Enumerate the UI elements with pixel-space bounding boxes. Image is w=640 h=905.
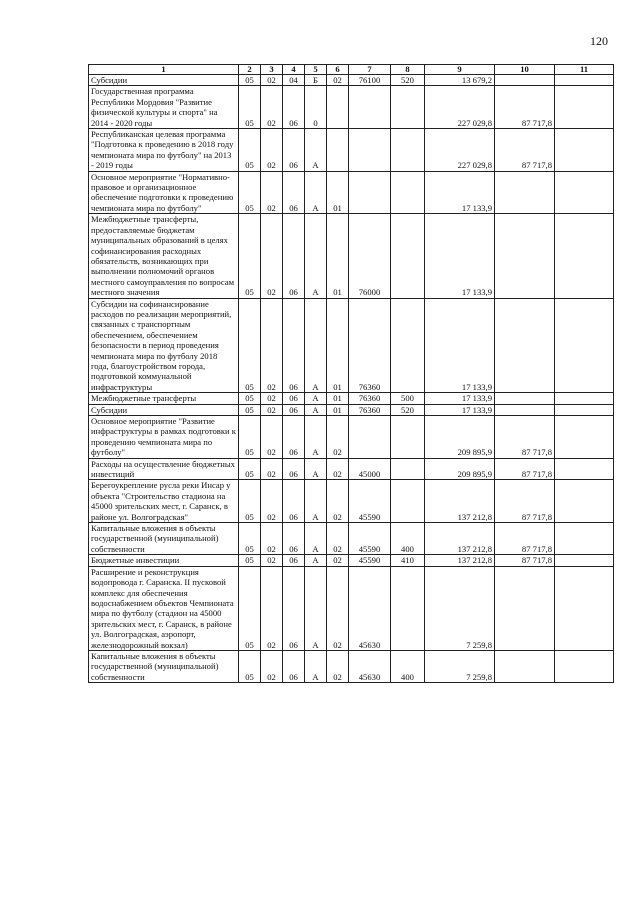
cell-c2: 05 [239,129,261,172]
cell-c4: 06 [283,214,305,298]
cell-c4: 06 [283,566,305,650]
cell-c2: 05 [239,416,261,459]
cell-c3: 02 [261,404,283,415]
cell-c5: 0 [305,86,327,129]
cell-c8: 520 [391,404,425,415]
row-name-cell: Межбюджетные трансферты [89,393,239,404]
cell-c10: 87 717,8 [495,86,555,129]
cell-c2: 05 [239,555,261,566]
row-name-cell: Республиканская целевая программа "Подготовка к проведению в 2018 году чемпионата мира по футболу" на 2013 - 2019 годы [89,129,239,172]
cell-c7: 45000 [349,458,391,480]
cell-c3: 02 [261,458,283,480]
column-header-2: 2 [239,65,261,75]
cell-c9: 227 029,8 [425,129,495,172]
column-header-9: 9 [425,65,495,75]
cell-c8 [391,298,425,393]
cell-c3: 02 [261,480,283,523]
cell-c5: А [305,458,327,480]
cell-c11 [555,129,614,172]
cell-c5: А [305,416,327,459]
cell-c7: 76360 [349,298,391,393]
column-header-11: 11 [555,65,614,75]
table-row [89,171,614,214]
cell-c6: 01 [327,214,349,298]
cell-c2: 05 [239,86,261,129]
column-header-1: 1 [89,65,239,75]
row-name-cell: Субсидии [89,404,239,415]
budget-table [88,64,614,683]
row-name-cell: Расходы на осуществление бюджетных инвестиций [89,458,239,480]
cell-c11 [555,458,614,480]
table-row [89,86,614,129]
cell-c2: 05 [239,298,261,393]
column-header-10: 10 [495,65,555,75]
row-name-cell: Субсидии [89,75,239,86]
cell-c6: 02 [327,555,349,566]
cell-c9: 137 212,8 [425,523,495,555]
cell-c4: 06 [283,86,305,129]
cell-c4: 06 [283,393,305,404]
cell-c11 [555,75,614,86]
cell-c9: 17 133,9 [425,214,495,298]
row-name-cell: Расширение и реконструкция водопровода г. Саранска. II пусковой комплекс для обеспечения водоснабжением объектов Чемпионата мира по футболу (стадион на 45000 зрительских мест, г. Саранск, в районе ул. Волгоградская, аэропорт, железнодорожный вокзал) [89,566,239,650]
cell-c7: 45590 [349,480,391,523]
row-name-cell: Субсидии на софинансирование расходов по реализации мероприятий, связанных с транспортным обеспечением, обеспечением безопасности в период проведения чемпионата мира по футболу 2018 года, благоустройством города, подготовкой коммунальной инфраструктуры [89,298,239,393]
cell-c4: 06 [283,129,305,172]
cell-c8: 410 [391,555,425,566]
cell-c10: 87 717,8 [495,555,555,566]
row-name-cell: Капитальные вложения в объекты государственной (муниципальной) собственности [89,650,239,682]
row-name-cell: Основное мероприятие "Развитие инфраструктуры в рамках подготовки к проведению чемпионата мира по футболу" [89,416,239,459]
row-name-cell: Бюджетные инвестиции [89,555,239,566]
header-row [89,65,614,75]
cell-c5: А [305,129,327,172]
cell-c10: 87 717,8 [495,480,555,523]
cell-c5: А [305,566,327,650]
cell-c4: 06 [283,480,305,523]
cell-c10 [495,650,555,682]
cell-c9: 137 212,8 [425,480,495,523]
row-name-cell: Капитальные вложения в объекты государственной (муниципальной) собственности [89,523,239,555]
column-header-3: 3 [261,65,283,75]
cell-c2: 05 [239,650,261,682]
cell-c9: 209 895,9 [425,416,495,459]
cell-c4: 06 [283,404,305,415]
cell-c3: 02 [261,566,283,650]
table-row [89,404,614,415]
row-name-cell: Государственная программа Республики Мордовия "Развитие физической культуры и спорта" на 2014 - 2020 годы [89,86,239,129]
cell-c9: 227 029,8 [425,86,495,129]
cell-c11 [555,523,614,555]
cell-c8 [391,86,425,129]
cell-c11 [555,416,614,459]
cell-c6: 02 [327,523,349,555]
page-number: 120 [590,34,608,48]
row-name-cell: Межбюджетные трансферты, предоставляемые бюджетам муниципальных образований в целях софинансирования расходных обязательств, возникающих при выполнении полномочий органов местного самоуправления по вопросам местного значения [89,214,239,298]
cell-c9: 209 895,9 [425,458,495,480]
cell-c10 [495,171,555,214]
cell-c6 [327,86,349,129]
cell-c10 [495,298,555,393]
column-header-8: 8 [391,65,425,75]
cell-c6 [327,129,349,172]
cell-c3: 02 [261,86,283,129]
cell-c5: А [305,555,327,566]
cell-c8 [391,214,425,298]
cell-c8 [391,416,425,459]
cell-c6: 01 [327,404,349,415]
cell-c5: А [305,404,327,415]
cell-c11 [555,566,614,650]
cell-c9: 7 259,8 [425,650,495,682]
cell-c6: 02 [327,480,349,523]
cell-c2: 05 [239,393,261,404]
table-body [89,75,614,683]
cell-c3: 02 [261,171,283,214]
cell-c9: 7 259,8 [425,566,495,650]
cell-c5: А [305,393,327,404]
table-row [89,566,614,650]
table-row [89,523,614,555]
cell-c2: 05 [239,75,261,86]
table-row [89,298,614,393]
column-header-5: 5 [305,65,327,75]
cell-c8: 400 [391,650,425,682]
table-row [89,393,614,404]
cell-c5: А [305,480,327,523]
cell-c4: 06 [283,171,305,214]
cell-c11 [555,404,614,415]
cell-c3: 02 [261,129,283,172]
cell-c6: 02 [327,566,349,650]
cell-c8: 400 [391,523,425,555]
cell-c3: 02 [261,75,283,86]
column-header-4: 4 [283,65,305,75]
cell-c9: 13 679,2 [425,75,495,86]
table-row [89,458,614,480]
cell-c4: 06 [283,458,305,480]
cell-c3: 02 [261,393,283,404]
cell-c8 [391,458,425,480]
cell-c11 [555,555,614,566]
cell-c4: 06 [283,298,305,393]
cell-c10: 87 717,8 [495,523,555,555]
table-row [89,214,614,298]
cell-c9: 17 133,9 [425,393,495,404]
cell-c11 [555,86,614,129]
cell-c2: 05 [239,523,261,555]
cell-c7: 76360 [349,404,391,415]
cell-c11 [555,214,614,298]
cell-c5: А [305,523,327,555]
cell-c7: 45630 [349,566,391,650]
cell-c6: 02 [327,416,349,459]
cell-c8 [391,171,425,214]
cell-c3: 02 [261,523,283,555]
cell-c9: 17 133,9 [425,404,495,415]
cell-c4: 06 [283,523,305,555]
column-header-6: 6 [327,65,349,75]
cell-c4: 06 [283,555,305,566]
cell-c10: 87 717,8 [495,129,555,172]
cell-c10 [495,566,555,650]
row-name-cell: Основное мероприятие "Нормативно-правовое и организационное обеспечение подготовки к проведению чемпионата мира по футболу" [89,171,239,214]
table-row [89,129,614,172]
cell-c7: 45590 [349,523,391,555]
cell-c8 [391,129,425,172]
cell-c7: 76360 [349,393,391,404]
cell-c6: 02 [327,650,349,682]
cell-c4: 06 [283,650,305,682]
table-row [89,480,614,523]
cell-c7 [349,171,391,214]
cell-c3: 02 [261,416,283,459]
cell-c7: 45630 [349,650,391,682]
cell-c3: 02 [261,650,283,682]
cell-c5: А [305,214,327,298]
cell-c10: 87 717,8 [495,416,555,459]
cell-c10 [495,404,555,415]
table-header [89,65,614,75]
cell-c2: 05 [239,404,261,415]
cell-c4: 06 [283,416,305,459]
cell-c6: 02 [327,75,349,86]
row-name-cell: Берегоукрепление русла реки Инсар у объекта "Строительство стадиона на 45000 зрительских мест, г. Саранск, в районе ул. Волгоградская" [89,480,239,523]
cell-c10 [495,393,555,404]
cell-c9: 137 212,8 [425,555,495,566]
cell-c3: 02 [261,298,283,393]
cell-c2: 05 [239,458,261,480]
cell-c8 [391,480,425,523]
table-row [89,555,614,566]
table-row [89,416,614,459]
cell-c9: 17 133,9 [425,298,495,393]
cell-c7: 76100 [349,75,391,86]
table-row [89,650,614,682]
column-header-7: 7 [349,65,391,75]
cell-c2: 05 [239,171,261,214]
cell-c8: 500 [391,393,425,404]
cell-c3: 02 [261,555,283,566]
cell-c10: 87 717,8 [495,458,555,480]
table-row [89,75,614,86]
cell-c2: 05 [239,214,261,298]
cell-c11 [555,650,614,682]
cell-c7: 45590 [349,555,391,566]
cell-c11 [555,480,614,523]
cell-c2: 05 [239,566,261,650]
cell-c5: А [305,298,327,393]
cell-c4: 04 [283,75,305,86]
cell-c7 [349,86,391,129]
cell-c8 [391,566,425,650]
cell-c3: 02 [261,214,283,298]
cell-c7: 76000 [349,214,391,298]
cell-c6: 01 [327,298,349,393]
cell-c11 [555,298,614,393]
cell-c9: 17 133,9 [425,171,495,214]
cell-c5: А [305,171,327,214]
cell-c11 [555,171,614,214]
cell-c7 [349,416,391,459]
cell-c6: 02 [327,458,349,480]
cell-c7 [349,129,391,172]
cell-c2: 05 [239,480,261,523]
cell-c5: Б [305,75,327,86]
cell-c6: 01 [327,393,349,404]
cell-c6: 01 [327,171,349,214]
cell-c10 [495,75,555,86]
cell-c10 [495,214,555,298]
cell-c5: А [305,650,327,682]
cell-c11 [555,393,614,404]
cell-c8: 520 [391,75,425,86]
